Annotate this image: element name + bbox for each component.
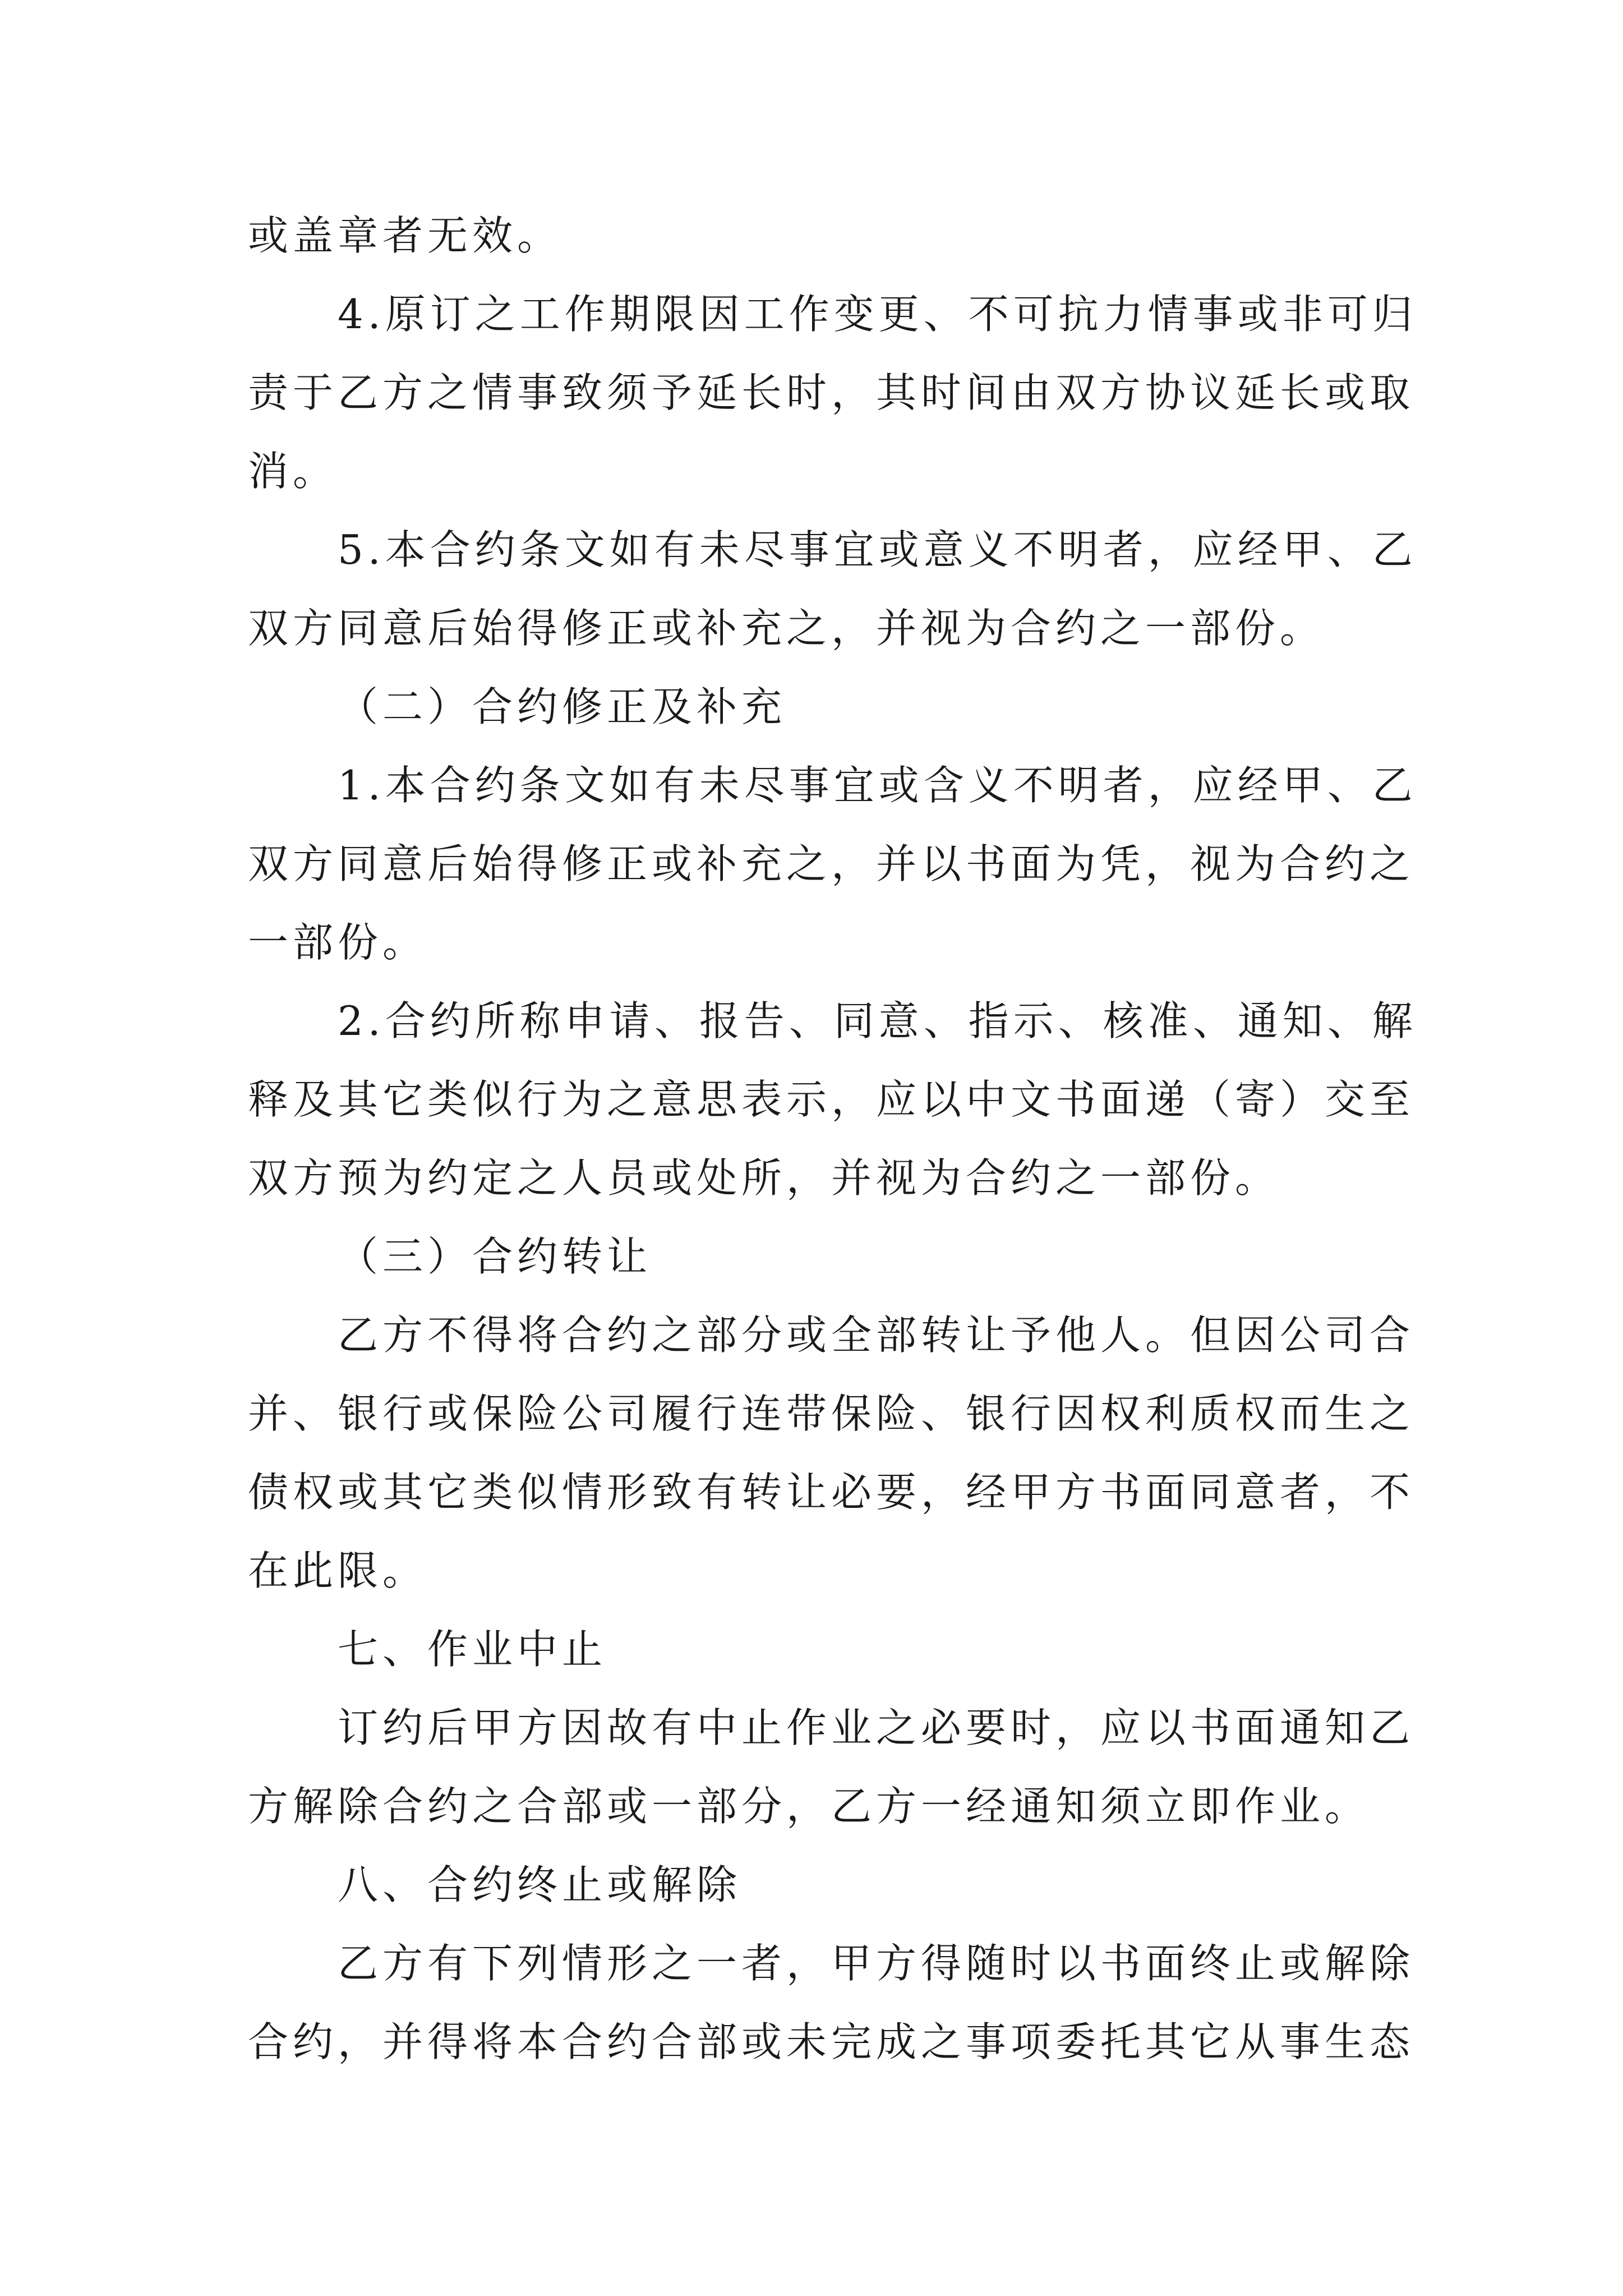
text-line: 在此限。 — [248, 1547, 428, 1594]
text-line: 责于乙方之情事致须予延长时，其时间由双方协议延长或取 — [248, 369, 1415, 416]
paragraph-start: 1.本合约条文如有未尽事宜或含义不明者，应经甲、乙 — [338, 762, 1417, 809]
text-line: 一部份。 — [248, 919, 428, 966]
section-heading: 七、作业中止 — [338, 1626, 607, 1673]
text-line: 合约，并得将本合约合部或未完成之事项委托其它从事生态 — [248, 2018, 1415, 2065]
text-line: 并、银行或保险公司履行连带保险、银行因权利质权而生之 — [248, 1390, 1415, 1437]
section-heading: （三）合约转让 — [338, 1233, 652, 1280]
paragraph-start: 4.原订之工作期限因工作变更、不可抗力情事或非可归 — [338, 291, 1417, 338]
text-line: 债权或其它类似情形致有转让必要，经甲方书面同意者，不 — [248, 1469, 1415, 1516]
section-heading: （二）合约修正及补充 — [338, 683, 787, 730]
text-line: 或盖章者无效。 — [248, 212, 562, 259]
section-heading: 八、合约终止或解除 — [338, 1861, 742, 1908]
text-line: 双方预为约定之人员或处所，并视为合约之一部份。 — [248, 1154, 1280, 1202]
text-line: 双方同意后始得修正或补充之，并视为合约之一部份。 — [248, 605, 1325, 652]
paragraph-start: 2.合约所称申请、报告、同意、指示、核准、通知、解 — [338, 997, 1417, 1045]
paragraph-start: 订约后甲方因故有中止作业之必要时，应以书面通知乙 — [338, 1704, 1415, 1751]
text-line: 消。 — [248, 448, 338, 495]
paragraph-start: 5.本合约条文如有未尽事宜或意义不明者，应经甲、乙 — [338, 526, 1417, 573]
text-line: 释及其它类似行为之意思表示，应以中文书面递（寄）交至 — [248, 1076, 1415, 1123]
paragraph-start: 乙方有下列情形之一者，甲方得随时以书面终止或解除 — [338, 1940, 1415, 1987]
text-line: 双方同意后始得修正或补充之，并以书面为凭，视为合约之 — [248, 840, 1415, 887]
text-line: 方解除合约之合部或一部分，乙方一经通知须立即作业。 — [248, 1783, 1370, 1830]
paragraph-start: 乙方不得将合约之部分或全部转让予他人。但因公司合 — [338, 1312, 1415, 1359]
